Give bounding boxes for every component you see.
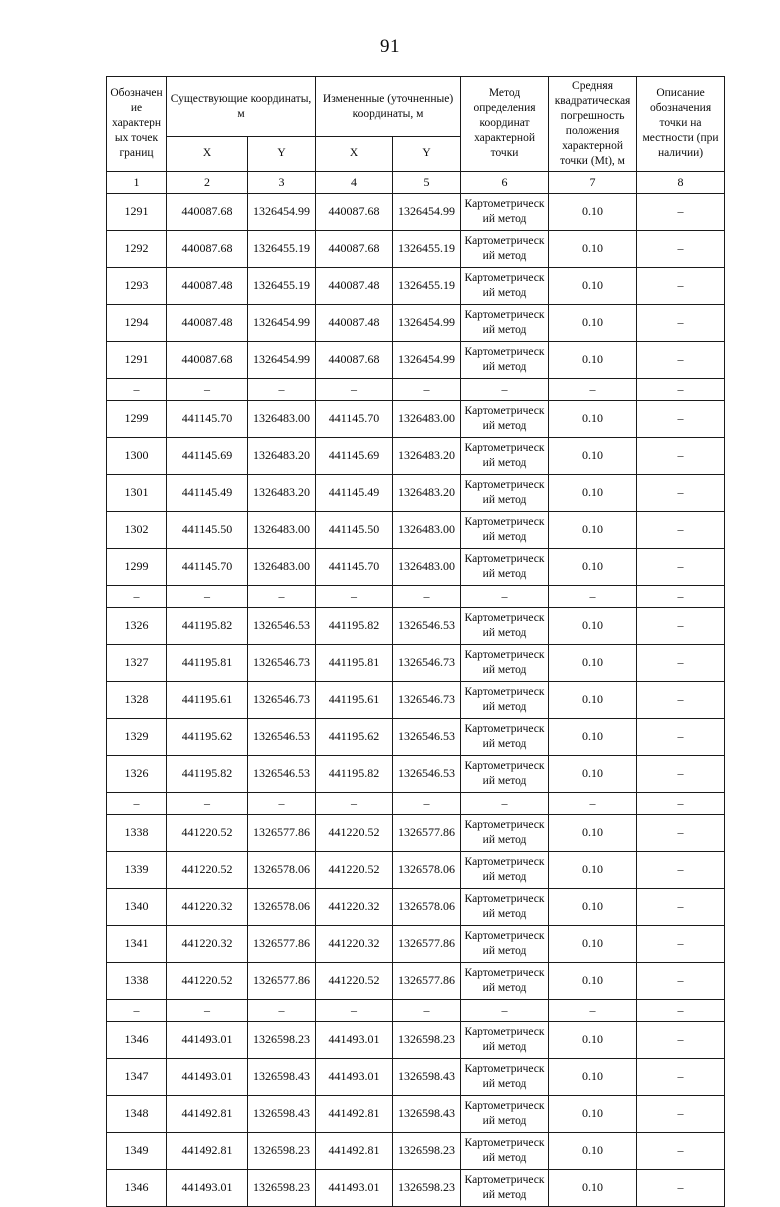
cell-description: – xyxy=(637,1095,725,1132)
separator-dash: – xyxy=(107,792,167,814)
cell-existing-y: 1326454.99 xyxy=(248,193,316,230)
table-row xyxy=(107,718,725,755)
table-row xyxy=(107,304,725,341)
separator-dash: – xyxy=(248,999,316,1021)
cell-rms-error: 0.10 xyxy=(549,474,637,511)
separator-dash: – xyxy=(637,585,725,607)
cell-existing-y: 1326546.53 xyxy=(248,607,316,644)
cell-method: Картометрический метод xyxy=(461,851,549,888)
separator-dash: – xyxy=(316,585,393,607)
cell-rms-error: 0.10 xyxy=(549,193,637,230)
cell-changed-y: 1326483.20 xyxy=(393,474,461,511)
cell-existing-x: 441145.69 xyxy=(167,437,248,474)
table-row xyxy=(107,548,725,585)
header-row-titles xyxy=(107,77,725,137)
cell-description: – xyxy=(637,1058,725,1095)
cell-description: – xyxy=(637,230,725,267)
cell-existing-y: 1326454.99 xyxy=(248,304,316,341)
cell-point-designation: 1339 xyxy=(107,851,167,888)
column-number: 1 xyxy=(107,171,167,193)
cell-method: Картометрический метод xyxy=(461,267,549,304)
cell-changed-x: 441195.81 xyxy=(316,644,393,681)
cell-existing-x: 441220.52 xyxy=(167,814,248,851)
cell-rms-error: 0.10 xyxy=(549,1058,637,1095)
table-row xyxy=(107,644,725,681)
cell-changed-y: 1326578.06 xyxy=(393,888,461,925)
cell-existing-y: 1326483.00 xyxy=(248,548,316,585)
cell-changed-x: 441493.01 xyxy=(316,1169,393,1206)
table-row xyxy=(107,925,725,962)
cell-changed-x: 440087.48 xyxy=(316,304,393,341)
cell-existing-x: 441145.70 xyxy=(167,400,248,437)
cell-existing-x: 440087.48 xyxy=(167,267,248,304)
cell-rms-error: 0.10 xyxy=(549,755,637,792)
cell-existing-y: 1326483.00 xyxy=(248,400,316,437)
table-row xyxy=(107,1058,725,1095)
cell-description: – xyxy=(637,437,725,474)
header-point-designation: Обозначение характерных точек границ xyxy=(107,77,167,172)
cell-existing-x: 441493.01 xyxy=(167,1021,248,1058)
cell-changed-y: 1326454.99 xyxy=(393,193,461,230)
cell-method: Картометрический метод xyxy=(461,341,549,378)
column-number: 6 xyxy=(461,171,549,193)
cell-point-designation: 1291 xyxy=(107,341,167,378)
cell-changed-x: 441492.81 xyxy=(316,1132,393,1169)
cell-existing-x: 441145.50 xyxy=(167,511,248,548)
cell-changed-x: 441195.82 xyxy=(316,755,393,792)
cell-changed-y: 1326546.53 xyxy=(393,718,461,755)
table-header xyxy=(107,77,725,194)
table-row xyxy=(107,267,725,304)
cell-rms-error: 0.10 xyxy=(549,511,637,548)
cell-method: Картометрический метод xyxy=(461,1169,549,1206)
cell-existing-x: 441195.82 xyxy=(167,755,248,792)
cell-existing-x: 441145.49 xyxy=(167,474,248,511)
cell-method: Картометрический метод xyxy=(461,1132,549,1169)
header-changed-x: X xyxy=(316,137,393,171)
cell-method: Картометрический метод xyxy=(461,193,549,230)
cell-existing-y: 1326546.73 xyxy=(248,681,316,718)
cell-point-designation: 1327 xyxy=(107,644,167,681)
separator-dash: – xyxy=(316,792,393,814)
table-row xyxy=(107,437,725,474)
cell-existing-y: 1326454.99 xyxy=(248,341,316,378)
cell-existing-y: 1326578.06 xyxy=(248,888,316,925)
cell-existing-y: 1326546.73 xyxy=(248,644,316,681)
cell-rms-error: 0.10 xyxy=(549,1169,637,1206)
cell-changed-x: 440087.48 xyxy=(316,267,393,304)
separator-dash: – xyxy=(549,585,637,607)
separator-dash: – xyxy=(549,378,637,400)
table-row xyxy=(107,230,725,267)
cell-changed-x: 441145.69 xyxy=(316,437,393,474)
cell-changed-x: 441145.70 xyxy=(316,400,393,437)
separator-dash: – xyxy=(167,378,248,400)
table-row xyxy=(107,341,725,378)
separator-dash: – xyxy=(393,999,461,1021)
cell-point-designation: 1329 xyxy=(107,718,167,755)
cell-changed-y: 1326598.23 xyxy=(393,1132,461,1169)
separator-dash: – xyxy=(637,792,725,814)
cell-method: Картометрический метод xyxy=(461,400,549,437)
header-existing-coords: Существующие координаты, м xyxy=(167,77,316,137)
table-row xyxy=(107,474,725,511)
separator-dash: – xyxy=(461,378,549,400)
cell-changed-x: 441220.32 xyxy=(316,925,393,962)
header-changed-coords: Измененные (уточненные) координаты, м xyxy=(316,77,461,137)
coordinates-table xyxy=(106,76,725,1207)
cell-point-designation: 1349 xyxy=(107,1132,167,1169)
table-row xyxy=(107,1095,725,1132)
cell-existing-y: 1326577.86 xyxy=(248,814,316,851)
cell-changed-y: 1326546.53 xyxy=(393,755,461,792)
cell-changed-x: 441145.70 xyxy=(316,548,393,585)
table-row xyxy=(107,511,725,548)
cell-description: – xyxy=(637,755,725,792)
cell-point-designation: 1293 xyxy=(107,267,167,304)
table-separator-row xyxy=(107,999,725,1021)
cell-description: – xyxy=(637,400,725,437)
cell-point-designation: 1348 xyxy=(107,1095,167,1132)
separator-dash: – xyxy=(637,999,725,1021)
table-row xyxy=(107,1021,725,1058)
cell-method: Картометрический метод xyxy=(461,230,549,267)
cell-rms-error: 0.10 xyxy=(549,607,637,644)
cell-description: – xyxy=(637,681,725,718)
cell-changed-y: 1326546.53 xyxy=(393,607,461,644)
cell-rms-error: 0.10 xyxy=(549,1132,637,1169)
header-changed-y: Y xyxy=(393,137,461,171)
column-number: 5 xyxy=(393,171,461,193)
cell-changed-x: 441220.52 xyxy=(316,851,393,888)
cell-rms-error: 0.10 xyxy=(549,230,637,267)
cell-description: – xyxy=(637,193,725,230)
cell-description: – xyxy=(637,925,725,962)
table-separator-row xyxy=(107,378,725,400)
separator-dash: – xyxy=(167,585,248,607)
cell-changed-y: 1326483.00 xyxy=(393,548,461,585)
cell-method: Картометрический метод xyxy=(461,888,549,925)
cell-point-designation: 1292 xyxy=(107,230,167,267)
separator-dash: – xyxy=(316,378,393,400)
cell-existing-x: 441493.01 xyxy=(167,1169,248,1206)
cell-rms-error: 0.10 xyxy=(549,304,637,341)
cell-method: Картометрический метод xyxy=(461,755,549,792)
cell-existing-y: 1326598.23 xyxy=(248,1132,316,1169)
cell-description: – xyxy=(637,888,725,925)
separator-dash: – xyxy=(107,378,167,400)
cell-changed-y: 1326483.20 xyxy=(393,437,461,474)
table-row xyxy=(107,888,725,925)
cell-existing-y: 1326578.06 xyxy=(248,851,316,888)
cell-method: Картометрический метод xyxy=(461,962,549,999)
table-row xyxy=(107,962,725,999)
cell-changed-y: 1326483.00 xyxy=(393,400,461,437)
table-row xyxy=(107,755,725,792)
cell-description: – xyxy=(637,962,725,999)
cell-description: – xyxy=(637,341,725,378)
cell-changed-y: 1326598.43 xyxy=(393,1058,461,1095)
cell-point-designation: 1326 xyxy=(107,607,167,644)
cell-existing-x: 440087.68 xyxy=(167,230,248,267)
cell-rms-error: 0.10 xyxy=(549,925,637,962)
separator-dash: – xyxy=(167,792,248,814)
cell-method: Картометрический метод xyxy=(461,1095,549,1132)
cell-changed-y: 1326598.23 xyxy=(393,1169,461,1206)
cell-existing-y: 1326546.53 xyxy=(248,718,316,755)
cell-changed-y: 1326577.86 xyxy=(393,962,461,999)
separator-dash: – xyxy=(549,999,637,1021)
separator-dash: – xyxy=(393,378,461,400)
cell-method: Картометрический метод xyxy=(461,304,549,341)
cell-existing-x: 441195.62 xyxy=(167,718,248,755)
cell-existing-x: 441220.52 xyxy=(167,851,248,888)
cell-existing-y: 1326598.43 xyxy=(248,1095,316,1132)
cell-existing-x: 441220.32 xyxy=(167,888,248,925)
cell-point-designation: 1340 xyxy=(107,888,167,925)
table-row xyxy=(107,607,725,644)
cell-description: – xyxy=(637,548,725,585)
cell-point-designation: 1328 xyxy=(107,681,167,718)
cell-existing-x: 441220.52 xyxy=(167,962,248,999)
cell-point-designation: 1341 xyxy=(107,925,167,962)
cell-point-designation: 1338 xyxy=(107,962,167,999)
column-number: 8 xyxy=(637,171,725,193)
cell-changed-y: 1326577.86 xyxy=(393,814,461,851)
table-row xyxy=(107,681,725,718)
cell-changed-y: 1326577.86 xyxy=(393,925,461,962)
cell-existing-y: 1326598.23 xyxy=(248,1169,316,1206)
cell-existing-y: 1326598.23 xyxy=(248,1021,316,1058)
cell-rms-error: 0.10 xyxy=(549,341,637,378)
cell-existing-x: 441145.70 xyxy=(167,548,248,585)
table-row xyxy=(107,851,725,888)
table-row xyxy=(107,400,725,437)
cell-changed-x: 441492.81 xyxy=(316,1095,393,1132)
cell-method: Картометрический метод xyxy=(461,474,549,511)
cell-existing-x: 441492.81 xyxy=(167,1095,248,1132)
cell-description: – xyxy=(637,851,725,888)
cell-changed-x: 441220.32 xyxy=(316,888,393,925)
cell-rms-error: 0.10 xyxy=(549,400,637,437)
cell-existing-y: 1326483.20 xyxy=(248,474,316,511)
cell-method: Картометрический метод xyxy=(461,925,549,962)
cell-method: Картометрический метод xyxy=(461,1021,549,1058)
cell-changed-x: 441145.50 xyxy=(316,511,393,548)
cell-changed-y: 1326455.19 xyxy=(393,267,461,304)
cell-rms-error: 0.10 xyxy=(549,888,637,925)
table-separator-row xyxy=(107,585,725,607)
table-row xyxy=(107,814,725,851)
separator-dash: – xyxy=(248,585,316,607)
separator-dash: – xyxy=(248,378,316,400)
separator-dash: – xyxy=(316,999,393,1021)
separator-dash: – xyxy=(248,792,316,814)
cell-changed-y: 1326598.23 xyxy=(393,1021,461,1058)
separator-dash: – xyxy=(461,792,549,814)
separator-dash: – xyxy=(107,999,167,1021)
cell-description: – xyxy=(637,1169,725,1206)
cell-rms-error: 0.10 xyxy=(549,814,637,851)
header-existing-y: Y xyxy=(248,137,316,171)
cell-existing-y: 1326483.20 xyxy=(248,437,316,474)
cell-point-designation: 1326 xyxy=(107,755,167,792)
cell-changed-x: 441195.62 xyxy=(316,718,393,755)
cell-description: – xyxy=(637,1132,725,1169)
cell-changed-x: 440087.68 xyxy=(316,230,393,267)
cell-point-designation: 1291 xyxy=(107,193,167,230)
header-method: Метод определения координат характерной точки xyxy=(461,77,549,172)
cell-existing-y: 1326577.86 xyxy=(248,962,316,999)
cell-point-designation: 1338 xyxy=(107,814,167,851)
cell-description: – xyxy=(637,267,725,304)
table-row xyxy=(107,1169,725,1206)
cell-rms-error: 0.10 xyxy=(549,1095,637,1132)
separator-dash: – xyxy=(393,792,461,814)
cell-point-designation: 1294 xyxy=(107,304,167,341)
cell-method: Картометрический метод xyxy=(461,607,549,644)
separator-dash: – xyxy=(637,378,725,400)
cell-rms-error: 0.10 xyxy=(549,851,637,888)
cell-existing-x: 441220.32 xyxy=(167,925,248,962)
cell-point-designation: 1300 xyxy=(107,437,167,474)
cell-changed-x: 440087.68 xyxy=(316,193,393,230)
cell-changed-x: 441493.01 xyxy=(316,1021,393,1058)
table-separator-row xyxy=(107,792,725,814)
column-number: 7 xyxy=(549,171,637,193)
cell-rms-error: 0.10 xyxy=(549,437,637,474)
cell-rms-error: 0.10 xyxy=(549,1021,637,1058)
cell-rms-error: 0.10 xyxy=(549,962,637,999)
cell-point-designation: 1299 xyxy=(107,400,167,437)
cell-changed-y: 1326598.43 xyxy=(393,1095,461,1132)
cell-changed-y: 1326546.73 xyxy=(393,681,461,718)
cell-changed-x: 441145.49 xyxy=(316,474,393,511)
cell-existing-y: 1326577.86 xyxy=(248,925,316,962)
cell-rms-error: 0.10 xyxy=(549,267,637,304)
cell-point-designation: 1299 xyxy=(107,548,167,585)
cell-existing-x: 440087.68 xyxy=(167,341,248,378)
cell-point-designation: 1302 xyxy=(107,511,167,548)
cell-changed-y: 1326483.00 xyxy=(393,511,461,548)
separator-dash: – xyxy=(107,585,167,607)
separator-dash: – xyxy=(461,585,549,607)
separator-dash: – xyxy=(167,999,248,1021)
cell-changed-y: 1326454.99 xyxy=(393,341,461,378)
cell-changed-x: 441220.52 xyxy=(316,962,393,999)
separator-dash: – xyxy=(393,585,461,607)
cell-existing-x: 441492.81 xyxy=(167,1132,248,1169)
cell-changed-y: 1326454.99 xyxy=(393,304,461,341)
header-existing-x: X xyxy=(167,137,248,171)
cell-method: Картометрический метод xyxy=(461,548,549,585)
cell-existing-x: 440087.68 xyxy=(167,193,248,230)
cell-method: Картометрический метод xyxy=(461,437,549,474)
cell-description: – xyxy=(637,304,725,341)
cell-existing-y: 1326598.43 xyxy=(248,1058,316,1095)
cell-existing-x: 441195.82 xyxy=(167,607,248,644)
cell-rms-error: 0.10 xyxy=(549,681,637,718)
cell-changed-x: 440087.68 xyxy=(316,341,393,378)
cell-point-designation: 1347 xyxy=(107,1058,167,1095)
cell-description: – xyxy=(637,607,725,644)
cell-existing-y: 1326546.53 xyxy=(248,755,316,792)
cell-existing-x: 441493.01 xyxy=(167,1058,248,1095)
cell-method: Картометрический метод xyxy=(461,681,549,718)
cell-method: Картометрический метод xyxy=(461,1058,549,1095)
cell-point-designation: 1346 xyxy=(107,1169,167,1206)
cell-point-designation: 1301 xyxy=(107,474,167,511)
table-row xyxy=(107,1132,725,1169)
cell-changed-x: 441195.61 xyxy=(316,681,393,718)
cell-existing-y: 1326455.19 xyxy=(248,230,316,267)
cell-method: Картометрический метод xyxy=(461,511,549,548)
cell-description: – xyxy=(637,644,725,681)
cell-rms-error: 0.10 xyxy=(549,644,637,681)
cell-existing-y: 1326483.00 xyxy=(248,511,316,548)
cell-rms-error: 0.10 xyxy=(549,548,637,585)
cell-description: – xyxy=(637,814,725,851)
cell-rms-error: 0.10 xyxy=(549,718,637,755)
cell-description: – xyxy=(637,1021,725,1058)
header-rms-error: Средняя квадратическая погрешность положения характерной точки (Mt), м xyxy=(549,77,637,172)
separator-dash: – xyxy=(549,792,637,814)
cell-method: Картометрический метод xyxy=(461,814,549,851)
cell-changed-y: 1326455.19 xyxy=(393,230,461,267)
header-description: Описание обозначения точки на местности (при наличии) xyxy=(637,77,725,172)
cell-changed-x: 441220.52 xyxy=(316,814,393,851)
table-row xyxy=(107,193,725,230)
cell-existing-y: 1326455.19 xyxy=(248,267,316,304)
column-number: 4 xyxy=(316,171,393,193)
cell-existing-x: 441195.81 xyxy=(167,644,248,681)
table-body xyxy=(107,193,725,1206)
cell-changed-x: 441195.82 xyxy=(316,607,393,644)
cell-description: – xyxy=(637,718,725,755)
cell-changed-y: 1326546.73 xyxy=(393,644,461,681)
cell-existing-x: 441195.61 xyxy=(167,681,248,718)
cell-changed-y: 1326578.06 xyxy=(393,851,461,888)
page-number: 91 xyxy=(380,36,400,57)
cell-changed-x: 441493.01 xyxy=(316,1058,393,1095)
separator-dash: – xyxy=(461,999,549,1021)
cell-method: Картометрический метод xyxy=(461,718,549,755)
column-number: 3 xyxy=(248,171,316,193)
cell-existing-x: 440087.48 xyxy=(167,304,248,341)
cell-point-designation: 1346 xyxy=(107,1021,167,1058)
cell-description: – xyxy=(637,474,725,511)
cell-description: – xyxy=(637,511,725,548)
cell-method: Картометрический метод xyxy=(461,644,549,681)
column-number: 2 xyxy=(167,171,248,193)
header-row-numbers xyxy=(107,171,725,193)
